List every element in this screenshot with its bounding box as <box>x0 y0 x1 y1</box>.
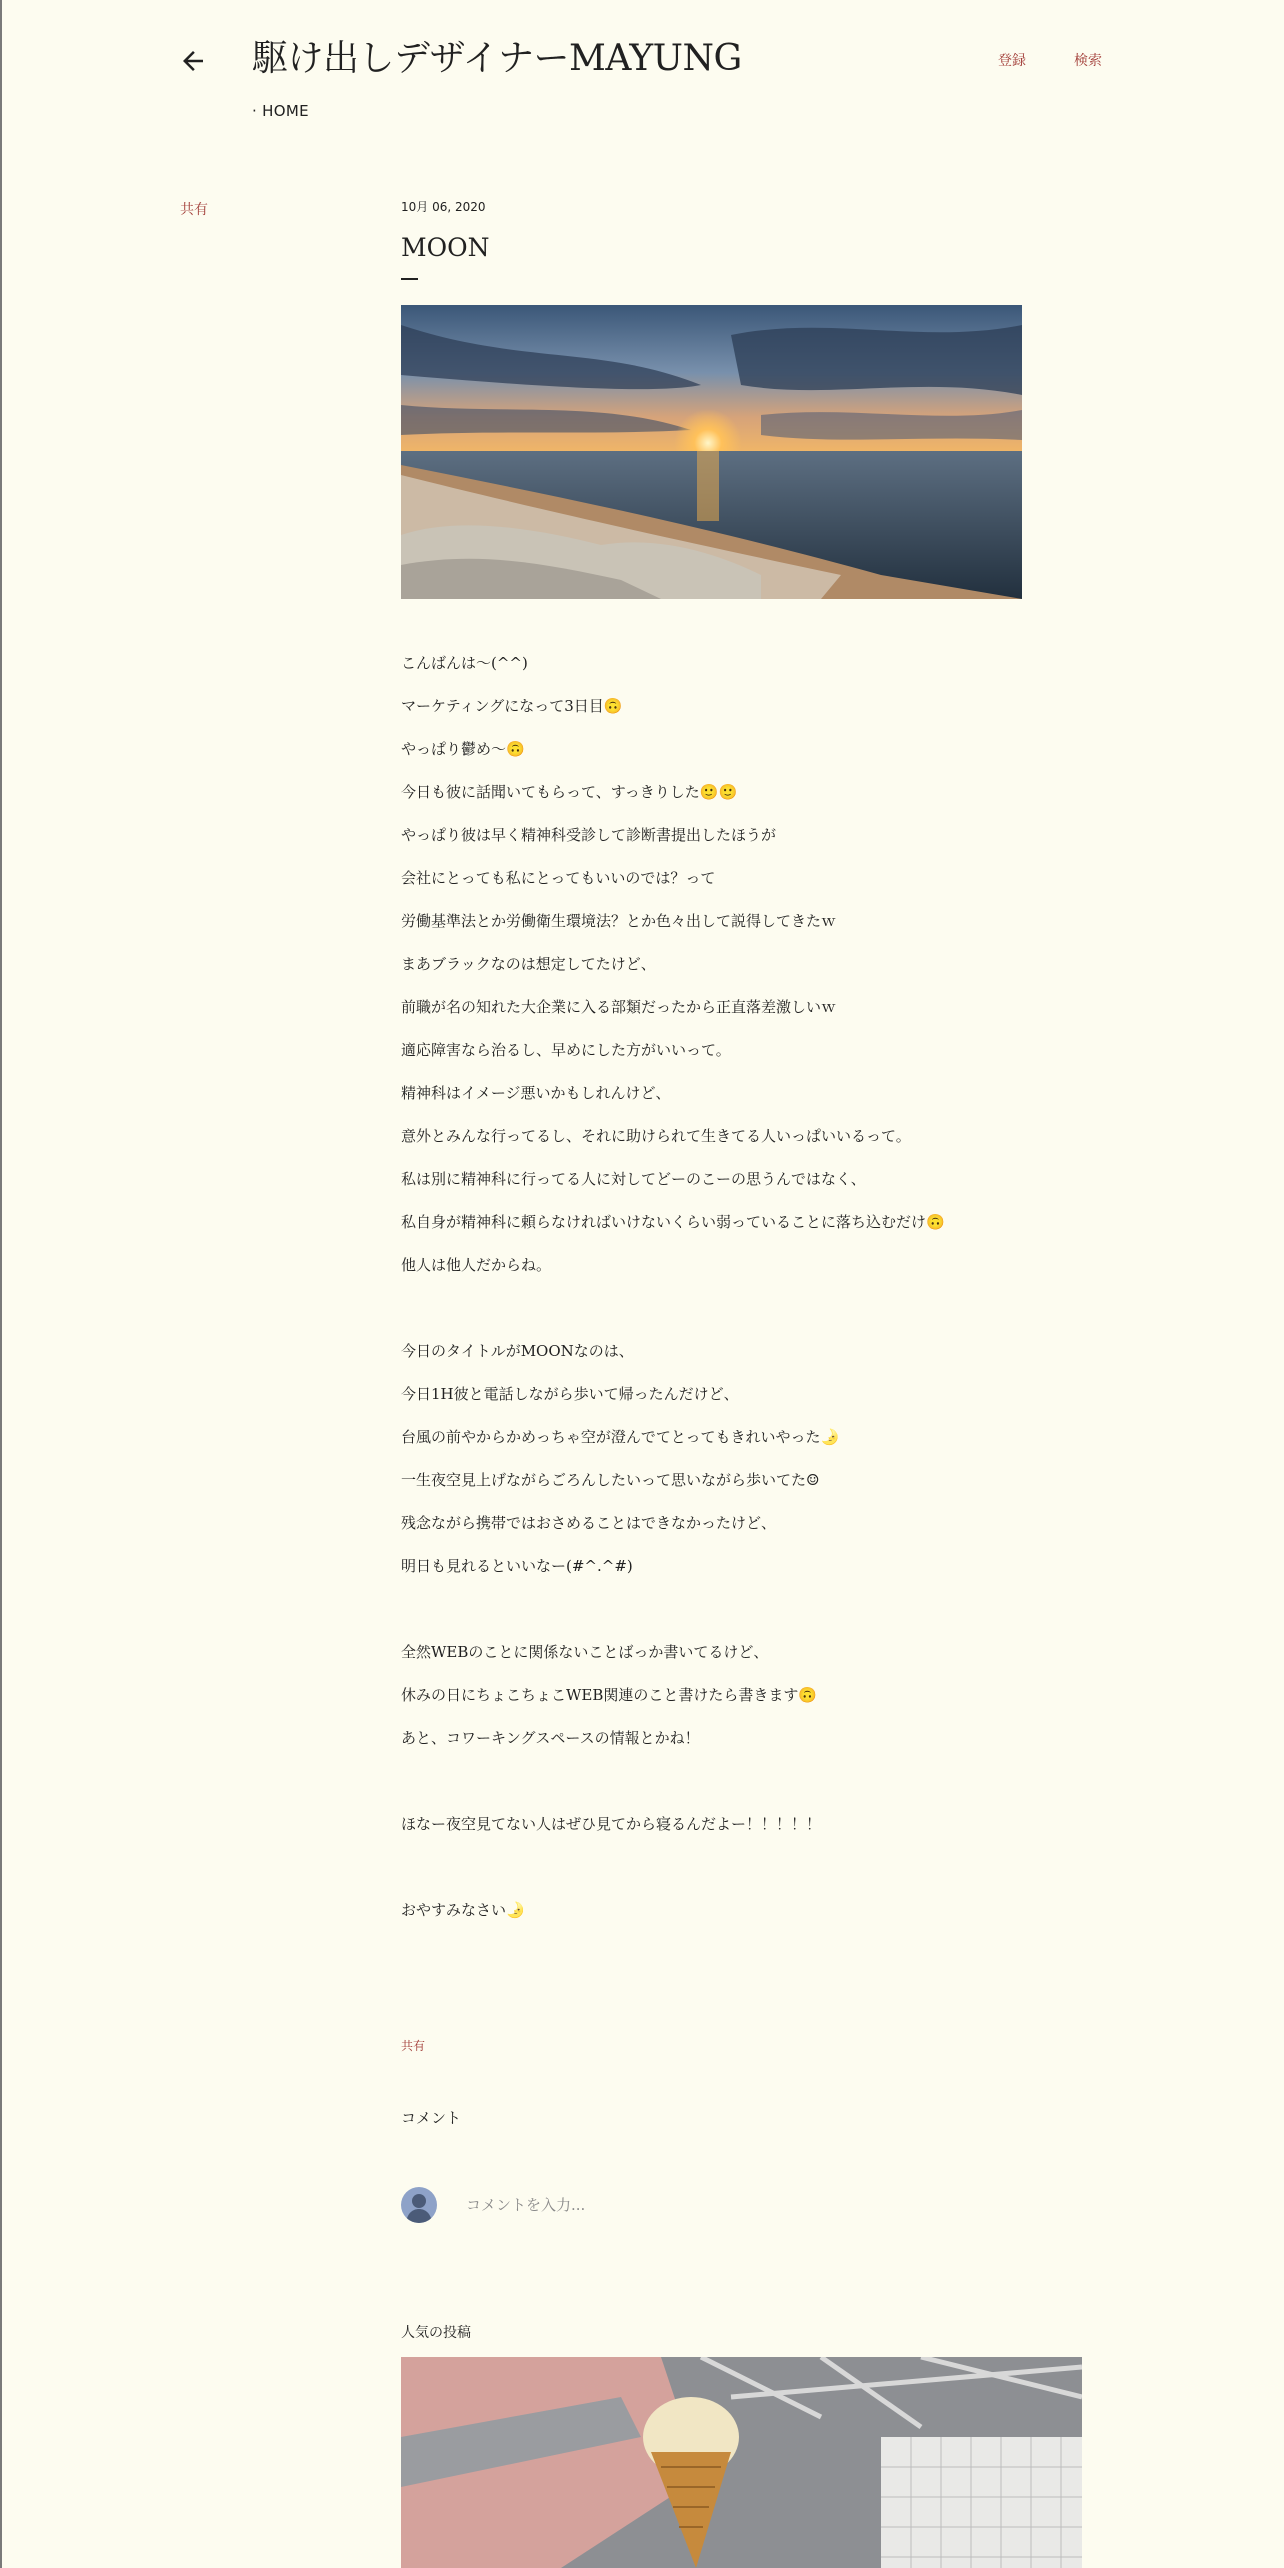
comment-input[interactable] <box>460 2190 1032 2220</box>
title-divider <box>401 278 418 280</box>
popular-posts-heading: 人気の投稿 <box>401 2325 471 2341</box>
window-edge <box>0 0 2 2568</box>
post-body-line: 適応障害なら治るし、早めにした方がいいって。 <box>401 1041 731 1059</box>
post-body-line: 今日も彼に話聞いてもらって、すっきりした🙂🙂 <box>401 783 738 801</box>
post-title: MOON <box>401 233 490 262</box>
post-body-line: 明日も見れるといいなー(#^.^#) <box>401 1557 633 1575</box>
post-body-line: 一生夜空見上げながらごろんしたいって思いながら歩いてた☺ <box>401 1471 820 1489</box>
post-body-line: 意外とみんな行ってるし、それに助けられて生きてる人いっぱいいるって。 <box>401 1127 911 1145</box>
post-body-line: 労働基準法とか労働衛生環境法？とか色々出して説得してきたｗ <box>401 912 837 930</box>
post-body-line: やっぱり彼は早く精神科受診して診断書提出したほうが <box>401 826 777 844</box>
post-body-line: 全然WEBのことに関係ないことばっか書いてるけど、 <box>401 1643 769 1661</box>
popular-post-image[interactable] <box>401 2357 1082 2568</box>
arrow-left-icon <box>178 46 208 76</box>
comments-heading: コメント <box>401 2109 462 2127</box>
search-link[interactable]: 検索 <box>1074 53 1102 69</box>
sidebar-share-link[interactable]: 共有 <box>180 202 208 218</box>
post-body-line: あと、コワーキングスペースの情報とかね！ <box>401 1729 700 1747</box>
sunset-sea-image <box>401 305 1022 599</box>
post-body-line: 会社にとっても私にとってもいいのでは？って <box>401 869 716 887</box>
post-body-line: 台風の前やからかめっちゃ空が澄んでてとってもきれいやった🌛 <box>401 1428 840 1446</box>
post-body-line: 休みの日にちょこちょこWEB関連のこと書けたら書きます🙃 <box>401 1686 818 1704</box>
post-body-line: マーケティングになって3日目🙃 <box>401 697 623 715</box>
post-share-link[interactable]: 共有 <box>401 2039 426 2053</box>
post-body-line: 私自身が精神科に頼らなければいけないくらい弱っていることに落ち込むだけ🙃 <box>401 1213 945 1231</box>
user-avatar-icon <box>401 2187 437 2223</box>
post-body-line: 私は別に精神科に行ってる人に対してどーのこーの思うんではなく、 <box>401 1170 866 1188</box>
post-body-line: やっぱり鬱め～🙃 <box>401 740 525 758</box>
post-body-line: 精神科はイメージ悪いかもしれんけど、 <box>401 1084 671 1102</box>
post-body-line: こんばんは～(^^) <box>401 654 528 672</box>
signup-link[interactable]: 登録 <box>998 53 1026 69</box>
post-body-line: 他人は他人だからね。 <box>401 1256 552 1274</box>
post-body-line: 今日のタイトルがMOONなのは、 <box>401 1342 634 1360</box>
back-button[interactable] <box>178 46 208 76</box>
post-body-line: ほなー夜空見てない人はぜひ見てから寝るんだよー！！！！！ <box>401 1815 822 1833</box>
post-body-line: 今日1H彼と電話しながら歩いて帰ったんだけど、 <box>401 1385 739 1403</box>
post-body-line: まあブラックなのは想定してたけど、 <box>401 955 656 973</box>
post-date: 10月 06, 2020 <box>401 200 486 214</box>
post-body-line: 残念ながら携帯ではおさめることはできなかったけど、 <box>401 1514 777 1532</box>
nav-home-link[interactable]: · HOME <box>252 102 309 120</box>
post-body-line: 前職が名の知れた大企業に入る部類だったから正直落差激しいｗ <box>401 998 837 1016</box>
post-body-line: おやすみなさい🌛 <box>401 1901 525 1919</box>
blog-title[interactable]: 駆け出しデザイナーMAYUNG <box>252 38 742 79</box>
